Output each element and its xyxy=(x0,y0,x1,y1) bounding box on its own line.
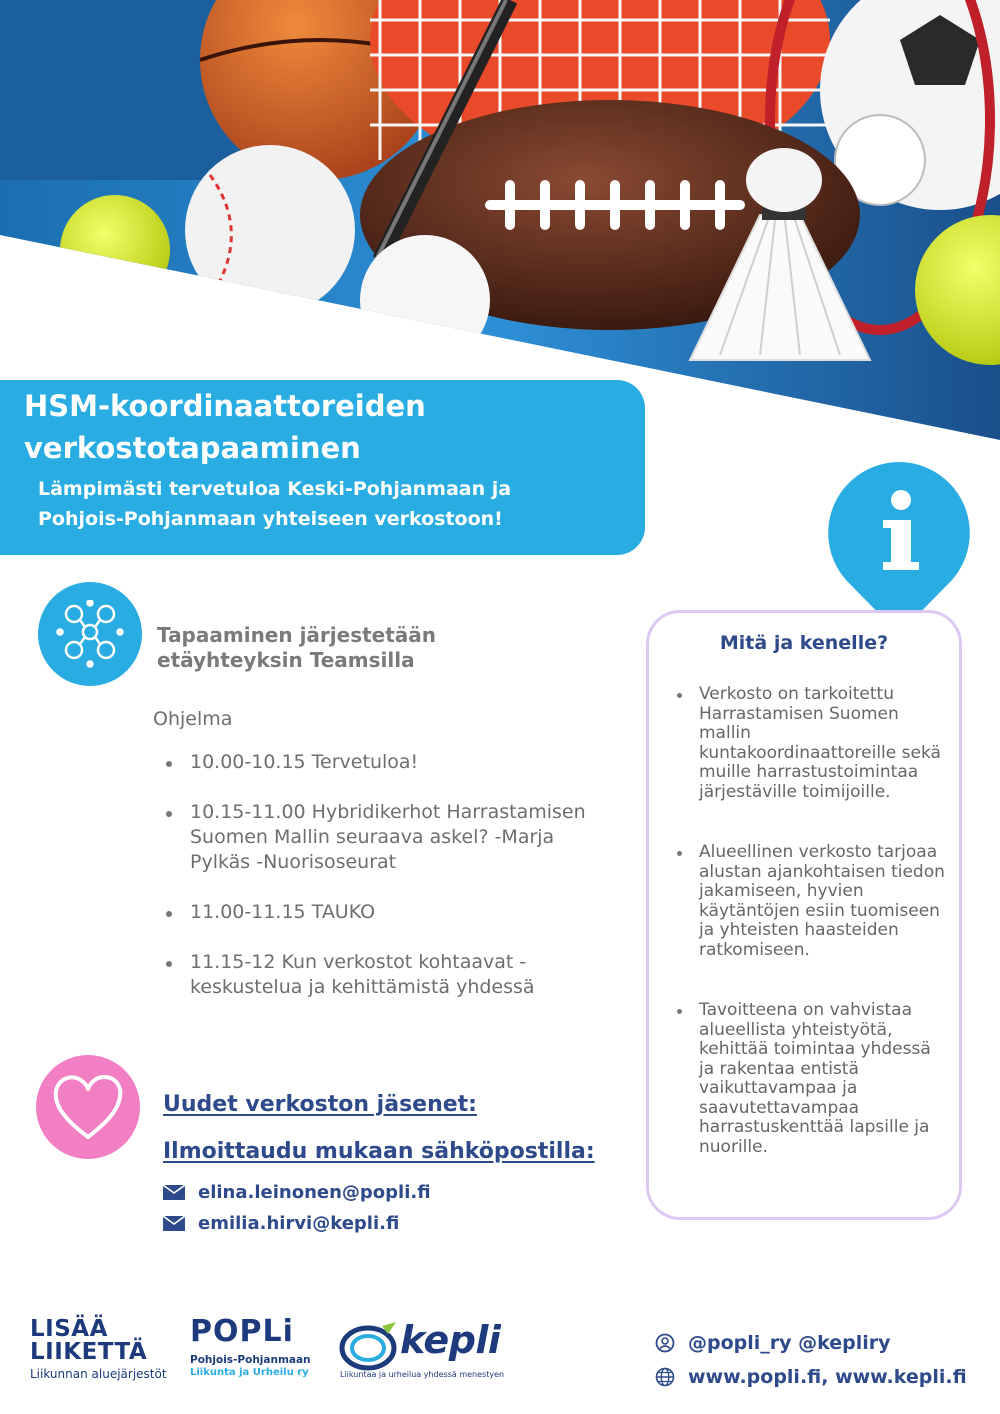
heart-icon xyxy=(36,1055,140,1159)
mail-icon xyxy=(163,1185,185,1200)
signup-subtitle: Ilmoittaudu mukaan sähköpostilla: xyxy=(163,1139,595,1164)
lisaa-liiketta-logo xyxy=(30,1318,180,1381)
user-circle-icon xyxy=(655,1333,675,1353)
email-contact[interactable] xyxy=(163,1213,399,1234)
mail-icon xyxy=(163,1216,185,1231)
logo-subtitle: Liikunta ja Urheilu ry xyxy=(190,1367,309,1378)
popli-logo xyxy=(190,1316,320,1378)
program-label: Ohjelma xyxy=(153,708,233,730)
kepli-logo xyxy=(338,1318,508,1388)
social-handles[interactable] xyxy=(655,1332,891,1354)
meeting-heading: Tapaaminen järjestetään etäyhteyksin Teamsilla xyxy=(157,623,437,672)
program-list xyxy=(165,750,605,1025)
network-people-icon xyxy=(38,582,142,686)
program-item: 11.15-12 Kun verkostot kohtaavat - keskustelua ja kehittämistä yhdessä xyxy=(165,950,605,1000)
email-link[interactable]: elina.leinonen@popli.fi xyxy=(198,1182,431,1203)
program-item: 10.00-10.15 Tervetuloa! xyxy=(165,750,605,775)
logo-text: POPLi xyxy=(190,1314,294,1349)
email-link[interactable]: emilia.hirvi@kepli.fi xyxy=(198,1213,400,1234)
social-text[interactable]: @popli_ry @kepliry xyxy=(688,1332,891,1354)
logo-subtitle: Pohjois-Pohjanmaan xyxy=(190,1354,311,1366)
info-item: Verkosto on tarkoitettu Harrastamisen Suomen mallin kuntakoordinaattoreille sekä muille harrastustoimintaa järjestäville toimijoille. xyxy=(676,685,948,802)
logo-text: LIIKETTÄ xyxy=(30,1339,148,1365)
program-item: 11.00-11.15 TAUKO xyxy=(165,900,605,925)
globe-icon xyxy=(655,1367,675,1387)
logo-text: kepli xyxy=(400,1318,501,1362)
info-item: Tavoitteena on vahvistaa alueellista yhteistyötä, kehittää toimintaa yhdessä ja rakentaa entistä vaikuttavampaa ja saavutettavampaa harrastuskenttää lapsille ja nuorille. xyxy=(676,1001,948,1157)
info-icon xyxy=(828,462,970,634)
web-text[interactable]: www.popli.fi, www.kepli.fi xyxy=(688,1366,967,1388)
info-item: Alueellinen verkosto tarjoaa alustan ajankohtaisen tiedon jakamiseen, hyvien käytäntöjen esiin tuomiseen ja yhteisten haasteiden ratkomiseen. xyxy=(676,843,948,960)
email-contact[interactable] xyxy=(163,1182,431,1203)
info-list xyxy=(676,685,948,1198)
program-item: 10.15-11.00 Hybridikerhot Harrastamisen Suomen Mallin seuraava askel? -Marja Pylkäs -Nuorisoseurat xyxy=(165,800,605,875)
logo-text: LISÄÄ xyxy=(30,1316,108,1342)
page-subtitle: Lämpimästi tervetuloa Keski-Pohjanmaan ja Pohjois-Pohjanmaan yhteiseen verkostoon! xyxy=(38,478,512,530)
info-box-title: Mitä ja kenelle? xyxy=(719,632,889,654)
logo-subtitle: Liikunnan aluejärjestöt xyxy=(30,1367,167,1381)
web-links[interactable] xyxy=(655,1366,967,1388)
hero-sports-image xyxy=(0,0,1000,440)
signup-title: Uudet verkoston jäsenet: xyxy=(163,1092,477,1117)
page-title: HSM-koordinaattoreiden verkostotapaaminen xyxy=(24,389,426,465)
logo-subtitle: Liikuntaa ja urheilua yhdessä menestyen xyxy=(340,1370,505,1379)
kepli-swirl-icon xyxy=(338,1320,400,1372)
